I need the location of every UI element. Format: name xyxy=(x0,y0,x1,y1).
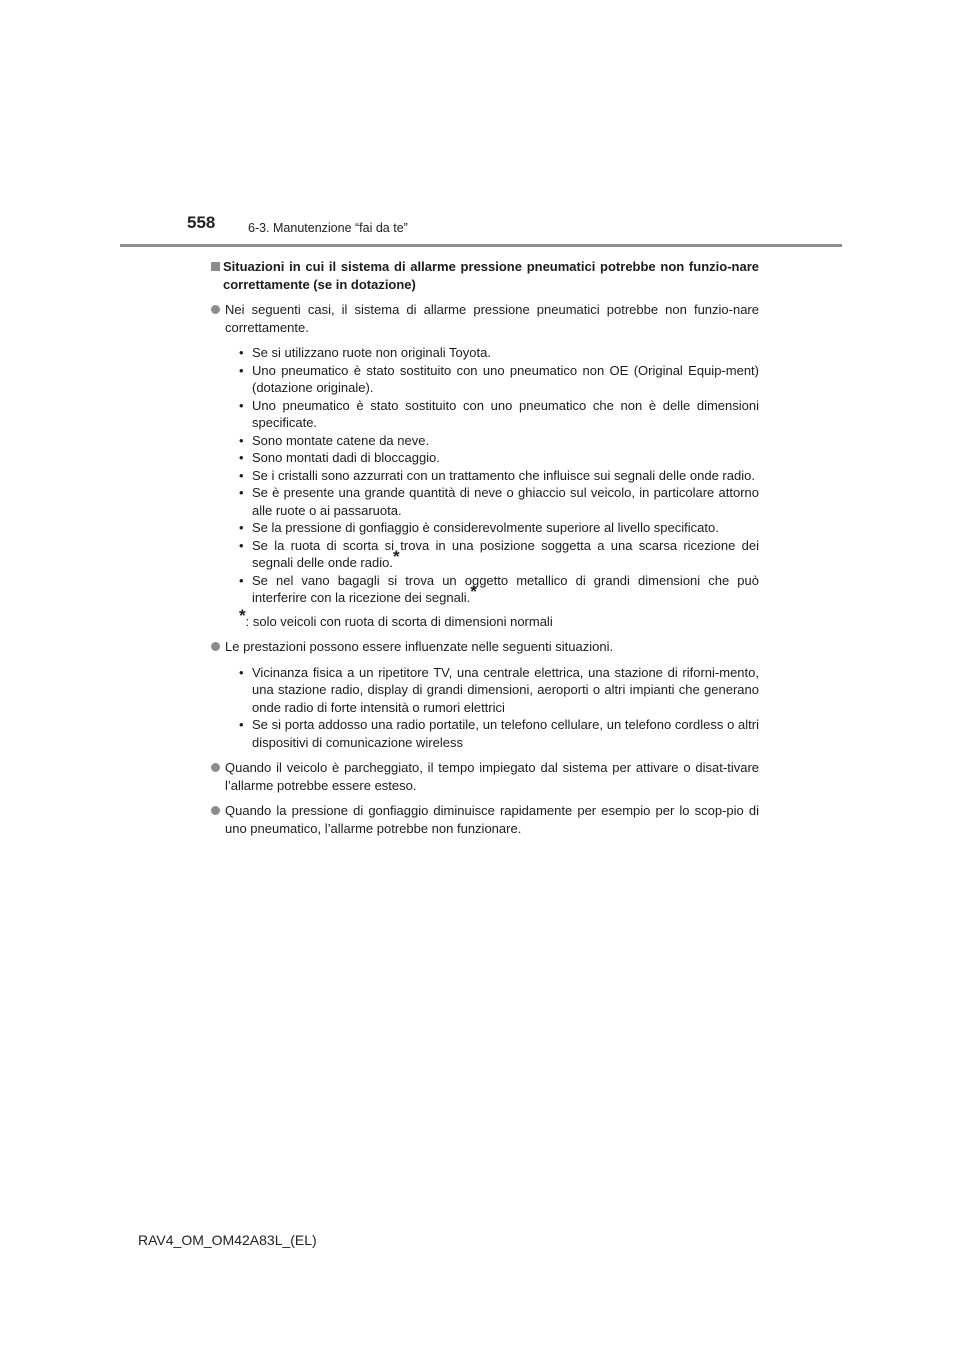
circle-bullet-icon xyxy=(211,305,220,314)
header-divider xyxy=(120,244,842,247)
list-item: • Vicinanza fisica a un ripetitore TV, una centrale elettrica, una stazione di riforni-mento, una stazione radio, display di grandi dimensioni, aeroporti o altri impianti che generano onde radio di forte intensità o rumori elettrici xyxy=(239,664,759,715)
list-item: • Uno pneumatico è stato sostituito con uno pneumatico che non è delle dimensioni specificate. xyxy=(239,397,759,430)
footnote-star: * xyxy=(392,547,400,566)
list-item: • Sono montate catene da neve. xyxy=(239,432,430,448)
bullet-paragraph-4: Quando la pressione di gonfiaggio diminuisce rapidamente per esempio per lo scop-pio di uno pneumatico, l’allarme potrebbe non funzionare. xyxy=(211,802,759,837)
page-content xyxy=(211,258,759,837)
bullet-paragraph-2: Le prestazioni possono essere influenzate nelle seguenti situazioni. xyxy=(211,638,759,656)
list-item: • Se la ruota di scorta si trova in una posizione soggetta a una scarsa ricezione dei segnali delle onde radio.* xyxy=(239,537,759,570)
list-item: • Sono montati dadi di bloccaggio. xyxy=(239,450,440,465)
footnote-star: * xyxy=(470,582,477,601)
heading-text: Situazioni in cui il sistema di allarme pressione pneumatici potrebbe non funzio-nare correttamente (se in dotazione) xyxy=(223,259,759,292)
section-title: 6-3. Manutenzione “fai da te” xyxy=(248,221,408,235)
list-item: • Se i cristalli sono azzurrati con un trattamento che influisce sui segnali delle onde radio. xyxy=(239,467,755,483)
circle-bullet-icon xyxy=(211,763,220,772)
bullet-paragraph-1: Nei seguenti casi, il sistema di allarme pressione pneumatici potrebbe non funzio-nare correttamente. xyxy=(211,301,759,336)
list-item: • Uno pneumatico è stato sostituito con uno pneumatico non OE (Original Equip-ment) (dotazione originale). xyxy=(239,362,759,395)
section-heading xyxy=(211,258,759,293)
list-item: • Se nel vano bagagli si trova un oggetto metallico di grandi dimensioni che può interferire con la ricezione dei segnali.* xyxy=(239,572,759,605)
circle-bullet-icon xyxy=(211,806,220,815)
footnote-star: * xyxy=(239,605,246,625)
list-item: • Se è presente una grande quantità di neve o ghiaccio sul veicolo, in particolare attorno alle ruote o ai passaruota. xyxy=(239,485,759,518)
list-item: • Se la pressione di gonfiaggio è considerevolmente superiore al livello specificato. xyxy=(239,520,719,535)
square-bullet-icon xyxy=(211,262,220,271)
footnote: *: solo veicoli con ruota di scorta di dimensioni normali xyxy=(239,605,553,629)
list-item: • Se si utilizzano ruote non originali Toyota. xyxy=(239,345,491,360)
conditions-list xyxy=(239,344,759,607)
list-item: • Se si porta addosso una radio portatile, un telefono cellulare, un telefono cordless o altri dispositivi di comunicazione wireless xyxy=(239,717,759,750)
page-number: 558 xyxy=(187,213,216,232)
interference-list xyxy=(239,664,759,752)
bullet-paragraph-3: Quando il veicolo è parcheggiato, il tempo impiegato dal sistema per attivare o disat-tivare l’allarme potrebbe essere esteso. xyxy=(211,759,759,794)
circle-bullet-icon xyxy=(211,642,220,651)
document-code: RAV4_OM_OM42A83L_(EL) xyxy=(138,1232,317,1248)
